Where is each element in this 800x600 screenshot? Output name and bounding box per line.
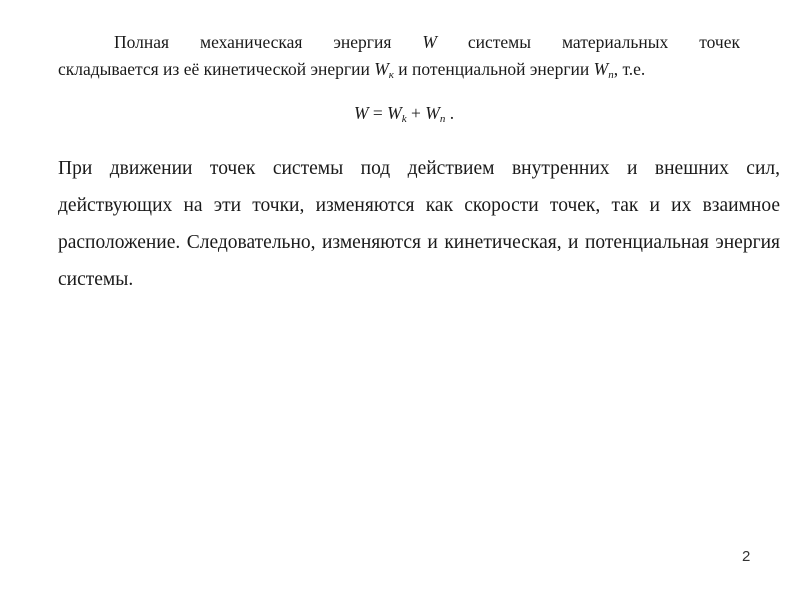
intro-paragraph [58, 29, 740, 83]
energy-formula [0, 100, 800, 126]
formula-lhs: W [353, 103, 369, 123]
intro-line2-start: складывается из её кинетической энергии [58, 59, 375, 79]
symbol-wp-subscript: п [608, 69, 614, 81]
formula-expression [354, 100, 454, 126]
formula-equals: = [368, 103, 388, 123]
intro-text-start: Полная механическая энергия [114, 32, 423, 52]
intro-line2-end: , т.е. [613, 59, 646, 79]
symbol-wk-subscript: к [388, 69, 394, 81]
formula-term2-base: W [425, 103, 440, 123]
formula-term1-subscript: k [401, 113, 407, 125]
formula-plus: + [406, 103, 426, 123]
symbol-wk-base: W [374, 59, 389, 79]
symbol-w: W [422, 32, 437, 52]
intro-line-2 [58, 56, 740, 83]
formula-end: . [445, 103, 455, 123]
main-paragraph: При движении точек системы под действием внутренних и внешних сил, действующих на эти точки, изменяются как скорости точек, так и их взаимное расположение. Следовательно, изменяются и кинетическая, и потенциальная энергия системы. [58, 158, 780, 290]
intro-line2-middle: и потенциальной энергии [393, 59, 594, 79]
formula-term2-subscript: n [439, 113, 446, 125]
page-number: 2 [742, 548, 751, 565]
intro-text-end: системы материальных точек [436, 32, 740, 52]
intro-line-1 [58, 29, 740, 56]
formula-term1-base: W [387, 103, 402, 123]
symbol-wp-base: W [593, 59, 609, 79]
